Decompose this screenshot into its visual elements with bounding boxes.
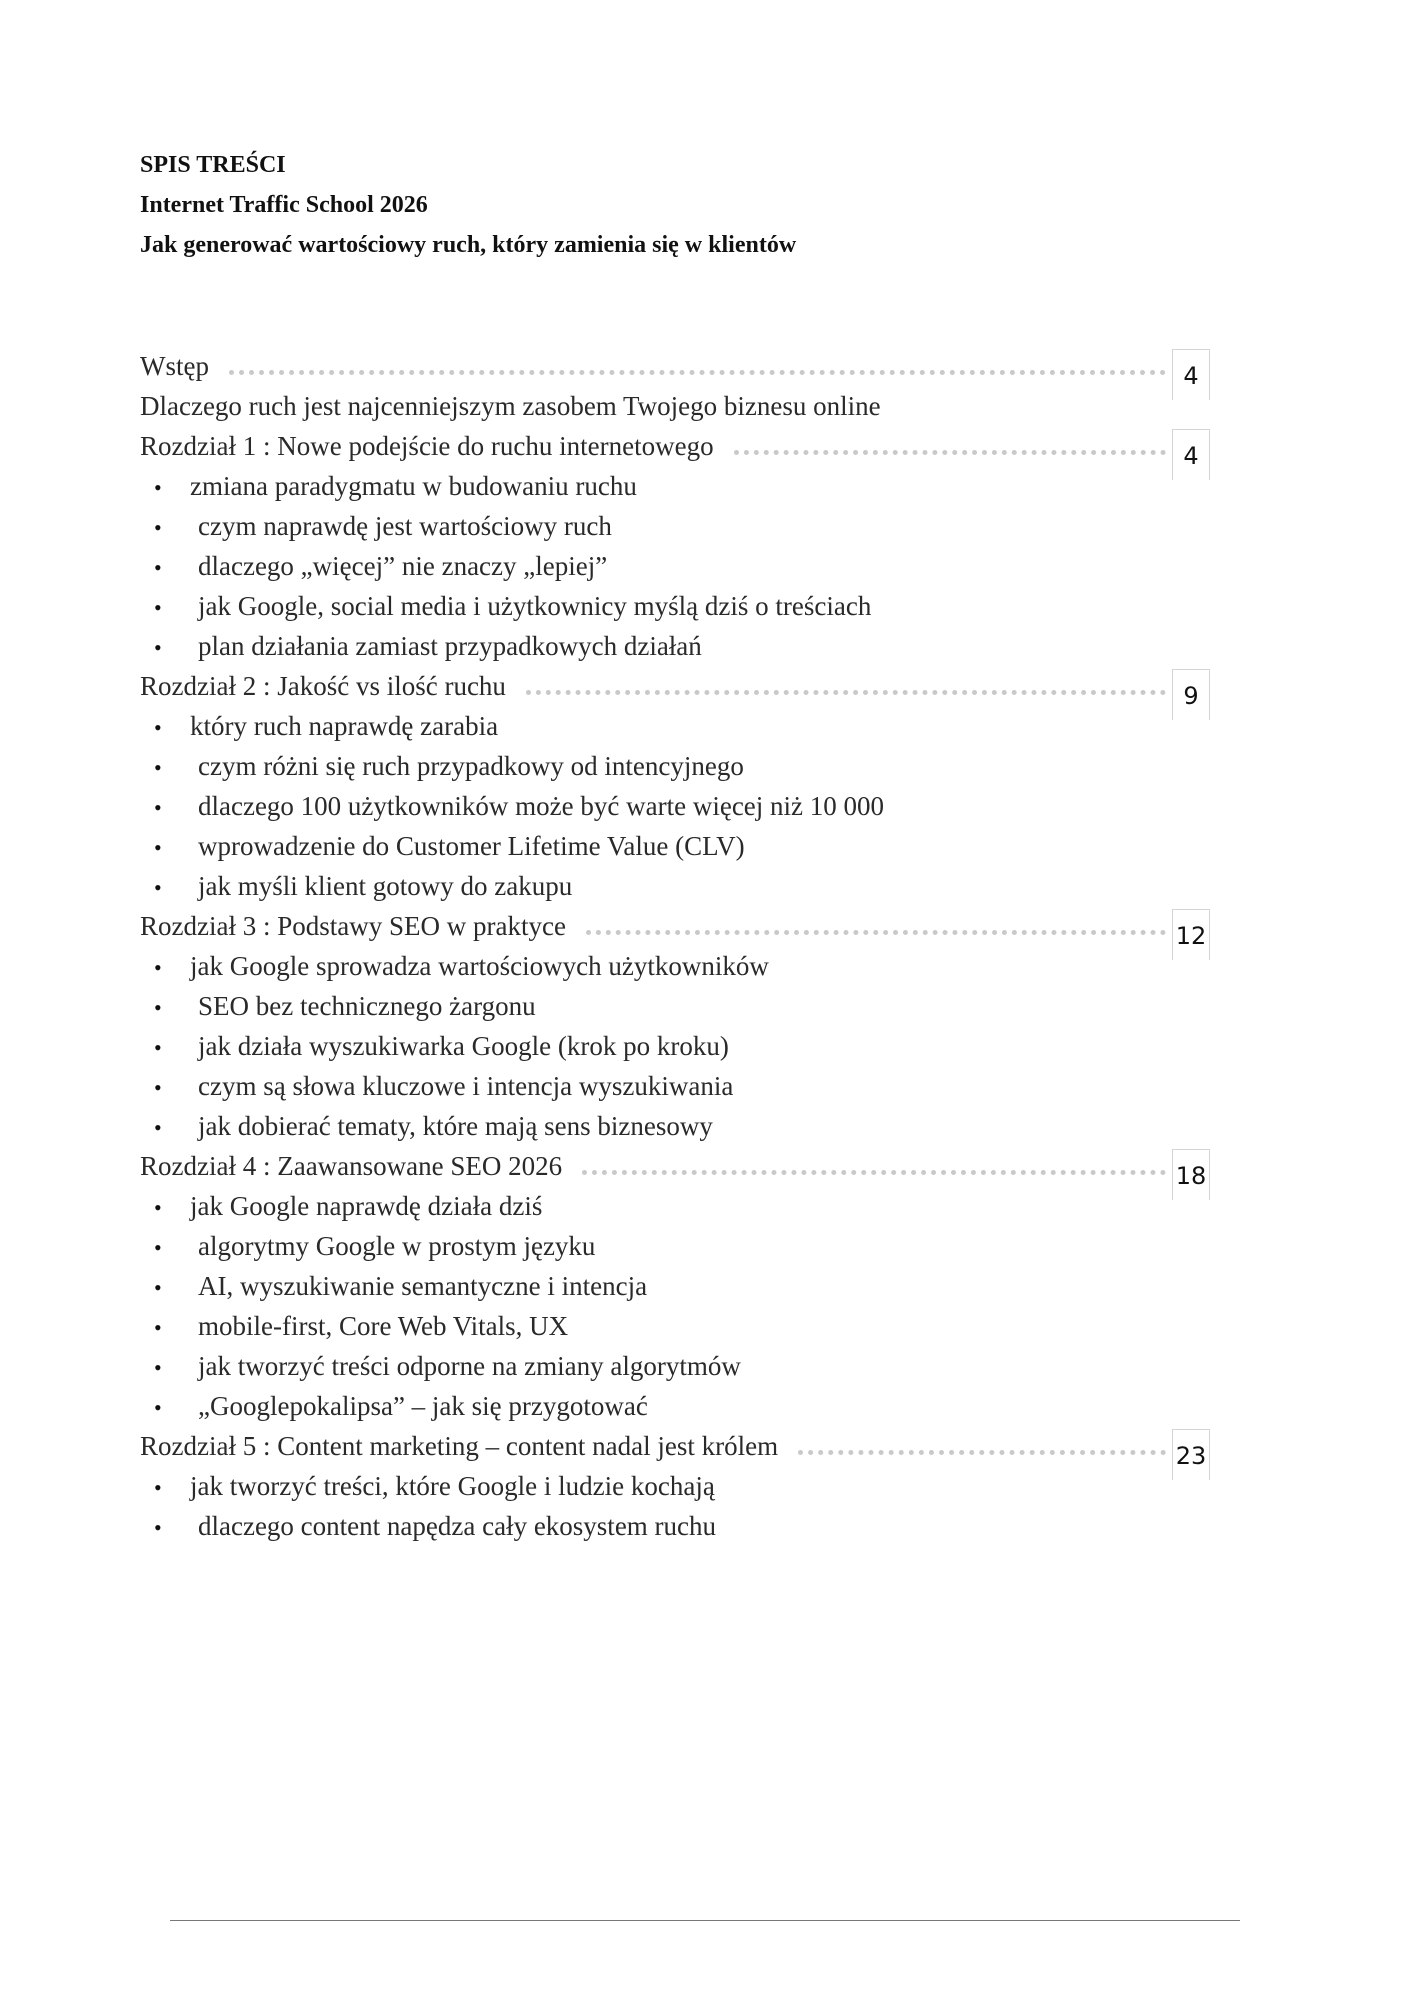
bullet-icon: •: [154, 955, 162, 980]
dot-leader: [582, 1170, 1166, 1175]
toc-entry-chapter-5[interactable]: [140, 1426, 1210, 1470]
bullet-icon: •: [154, 1275, 162, 1300]
toc-subitem: [140, 1106, 1210, 1146]
bullet-icon: •: [154, 795, 162, 820]
toc-subitem: [140, 1186, 1210, 1226]
toc-subitem: [140, 546, 1210, 586]
toc-entry-chapter-3[interactable]: [140, 906, 1210, 950]
toc-subitem: [140, 746, 1210, 786]
toc-subitem-text: dlaczego 100 użytkowników może być warte więcej niż 10 000: [198, 791, 885, 821]
toc-intro-subtitle: Dlaczego ruch jest najcenniejszym zasobem Twojego biznesu online: [140, 391, 881, 421]
bullet-icon: •: [154, 995, 162, 1020]
toc-subitem: [140, 1266, 1210, 1306]
toc-entry-label: Rozdział 3 : Podstawy SEO w praktyce: [140, 911, 566, 941]
toc-subitem-text: jak myśli klient gotowy do zakupu: [198, 871, 573, 901]
page-number: 18: [1172, 1149, 1210, 1200]
document-header: [140, 145, 796, 265]
bullet-icon: •: [154, 835, 162, 860]
bullet-icon: •: [154, 715, 162, 740]
dot-leader: [526, 690, 1166, 695]
toc-subitem-text: jak Google sprowadza wartościowych użytkowników: [190, 951, 769, 981]
bullet-icon: •: [154, 1395, 162, 1420]
toc-entry-label: Rozdział 4 : Zaawansowane SEO 2026: [140, 1151, 563, 1181]
toc-entry-label: Rozdział 5 : Content marketing – content nadal jest królem: [140, 1431, 779, 1461]
bullet-icon: •: [154, 1235, 162, 1260]
toc-subitem-text: plan działania zamiast przypadkowych działań: [198, 631, 702, 661]
toc-subitem: [140, 466, 1210, 506]
toc-subitem: [140, 1226, 1210, 1266]
toc-heading: SPIS TREŚCI: [140, 152, 286, 178]
toc-subitem: [140, 1466, 1210, 1506]
toc-subitem-text: wprowadzenie do Customer Lifetime Value (CLV): [198, 831, 745, 861]
bullet-icon: •: [154, 755, 162, 780]
toc-subitem: [140, 1386, 1210, 1426]
toc-subitem-text: AI, wyszukiwanie semantyczne i intencja: [198, 1271, 648, 1301]
bullet-icon: •: [154, 595, 162, 620]
toc-subitem-text: zmiana paradygmatu w budowaniu ruchu: [190, 471, 637, 501]
toc-subitem-text: czym różni się ruch przypadkowy od intencyjnego: [198, 751, 744, 781]
toc-subitem-text: jak dobierać tematy, które mają sens biznesowy: [198, 1111, 713, 1141]
toc-subitem-text: SEO bez technicznego żargonu: [198, 991, 536, 1021]
toc-entry-label: Rozdział 1 : Nowe podejście do ruchu internetowego: [140, 431, 714, 461]
page-number: 23: [1172, 1429, 1210, 1480]
bullet-icon: •: [154, 1195, 162, 1220]
toc-subitem-text: dlaczego „więcej” nie znaczy „lepiej”: [198, 551, 608, 581]
bullet-icon: •: [154, 1035, 162, 1060]
toc-entry-label: Wstęp: [140, 351, 209, 381]
page-number: 12: [1172, 909, 1210, 960]
toc-subitem: [140, 826, 1210, 866]
toc-subitem-text: jak tworzyć treści, które Google i ludzie kochają: [190, 1471, 715, 1501]
bullet-icon: •: [154, 515, 162, 540]
toc-subitem: [140, 1026, 1210, 1066]
page-number: 4: [1172, 349, 1210, 400]
dot-leader: [798, 1450, 1166, 1455]
dot-leader: [586, 930, 1166, 935]
dot-leader: [734, 450, 1166, 455]
toc-entry-intro[interactable]: [140, 346, 1210, 390]
toc-subitem-text: dlaczego content napędza cały ekosystem ruchu: [198, 1511, 717, 1541]
toc-entry-chapter-4[interactable]: [140, 1146, 1210, 1190]
toc-subitem-text: algorytmy Google w prostym języku: [198, 1231, 596, 1261]
toc-subitem-text: jak Google, social media i użytkownicy myślą dziś o treściach: [198, 591, 872, 621]
bullet-icon: •: [154, 555, 162, 580]
bullet-icon: •: [154, 1515, 162, 1540]
bullet-icon: •: [154, 1355, 162, 1380]
toc-subitem-text: jak działa wyszukiwarka Google (krok po kroku): [198, 1031, 729, 1061]
bullet-icon: •: [154, 635, 162, 660]
toc-subitem: [140, 626, 1210, 666]
toc-subitem: [140, 866, 1210, 906]
table-of-contents: [140, 346, 1210, 1546]
toc-entry-chapter-1[interactable]: [140, 426, 1210, 470]
bullet-icon: •: [154, 1475, 162, 1500]
toc-subitem-text: „Googlepokalipsa” – jak się przygotować: [198, 1391, 648, 1421]
bullet-icon: •: [154, 875, 162, 900]
toc-subitem: [140, 706, 1210, 746]
toc-entry-label: Rozdział 2 : Jakość vs ilość ruchu: [140, 671, 506, 701]
page-number: 9: [1172, 669, 1210, 720]
toc-subitem: [140, 1306, 1210, 1346]
book-tagline: Jak generować wartościowy ruch, który zamienia się w klientów: [140, 232, 797, 258]
toc-subitem-text: jak Google naprawdę działa dziś: [190, 1191, 543, 1221]
bullet-icon: •: [154, 1115, 162, 1140]
toc-subitem: [140, 586, 1210, 626]
toc-subitem: [140, 1066, 1210, 1106]
page-number: 4: [1172, 429, 1210, 480]
toc-subitem: [140, 506, 1210, 546]
toc-subitem-text: czym są słowa kluczowe i intencja wyszukiwania: [198, 1071, 734, 1101]
bullet-icon: •: [154, 475, 162, 500]
toc-subitem: [140, 1506, 1210, 1546]
toc-subitem: [140, 786, 1210, 826]
book-title: Internet Traffic School 2026: [140, 192, 428, 218]
dot-leader: [229, 370, 1166, 375]
toc-subitem-text: który ruch naprawdę zarabia: [190, 711, 499, 741]
bullet-icon: •: [154, 1315, 162, 1340]
toc-subitem: [140, 946, 1210, 986]
toc-subitem-text: czym naprawdę jest wartościowy ruch: [198, 511, 612, 541]
toc-subitem-text: jak tworzyć treści odporne na zmiany algorytmów: [198, 1351, 741, 1381]
footer-divider: [170, 1920, 1240, 1921]
bullet-icon: •: [154, 1075, 162, 1100]
toc-subitem: [140, 1346, 1210, 1386]
toc-subitem-text: mobile-first, Core Web Vitals, UX: [198, 1311, 569, 1341]
toc-entry-chapter-2[interactable]: [140, 666, 1210, 710]
toc-subitem: [140, 986, 1210, 1026]
